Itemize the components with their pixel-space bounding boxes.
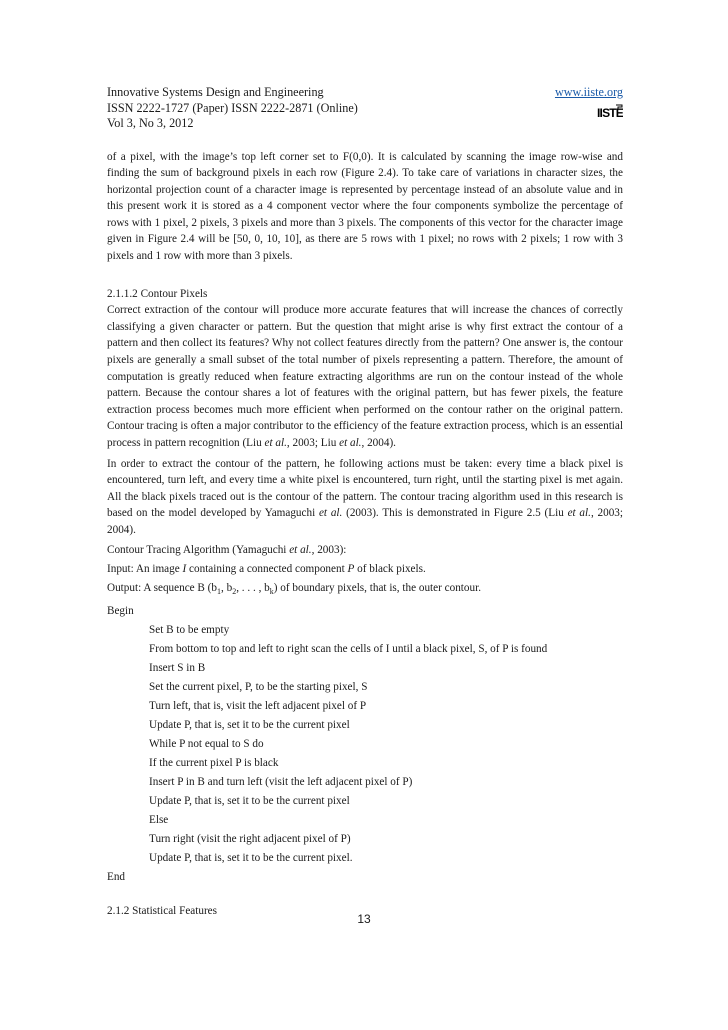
algorithm-begin: Begin [107,604,134,617]
algorithm-title: Contour Tracing Algorithm (Yamaguchi et al., 2003): [107,543,347,556]
algorithm-step: From bottom to top and left to right scan the cells of I until a black pixel, S, of P is found [149,642,548,655]
algorithm-end: End [107,870,126,883]
paragraph-projection: of a pixel, with the image’s top left corner set to F(0,0). It is calculated by scanning the image row-wise and finding the sum of background pixels in each row (Figure 2.4). To take care of variations in character sizes, the horizontal projection count of a character image is represented by percentage instead of an absolute value and in this present work it is stored as a 4 component vector where the four components symbolize the percentage of rows with 1 pixel, 2 pixels, 3 pixels and more than 3 pixels. The components of this vector for the character image given in Figure 2.4 will be [50, 0, 10, 10], as there are 5 rows with 1 pixel; no rows with 2 pixels; 1 row with 3 pixels and 1 row with more than 3 pixels. [107,150,623,263]
algorithm-step: Insert P in B and turn left (visit the left adjacent pixel of P) [149,775,413,788]
journal-title: Innovative Systems Design and Engineering [107,85,324,99]
algorithm-step: Set B to be empty [149,623,230,636]
algorithm-step: Turn right (visit the right adjacent pixel of P) [149,832,351,845]
algorithm-output: Output: A sequence B ($b_1$, $b_2$, . . . , $b_k$) of boundary pixels, that is, the outer contour. [107,581,481,596]
iiste-logo [597,103,623,121]
logo-text: IISTE [597,106,623,120]
section-heading-statistical: 2.1.2 Statistical Features [107,905,217,918]
paragraph-extract: In order to extract the contour of the pattern, he following actions must be taken: every time a black pixel is encountered, turn left, and every time a white pixel is encountered, turn right, until the starting pixel is met again. All the black pixels traced out is the contour of the pattern. The contour tracing algorithm used in this research is based on the model developed by Yamaguchi et al. (2003). This is demonstrated in Figure 2.5 (Liu et al., 2003; 2004). [107,457,624,536]
algorithm-input: Input: An image I containing a connected component P of black pixels. [107,562,426,575]
page-number: 13 [357,912,371,926]
algorithm-step: Update P, that is, set it to be the current pixel. [149,851,353,864]
section-heading-contour: 2.1.1.2 Contour Pixels [107,287,208,300]
algorithm-step: Else [149,813,169,826]
paragraph-contour: Correct extraction of the contour will produce more accurate features that will increase the chances of correctly classifying a given character or pattern. But the question that might arise is why first extract the contour of a pattern and then collect its features? Why not collect features directly from the pattern? One answer is, the contour pixels are generally a small subset of the total number of pixels representing a pattern. Therefore, the amount of computation is greatly reduced when feature extracting algorithms are run on the contour instead of the whole pattern. Because the contour shares a lot of features with the original pattern, but has fewer pixels, the feature extraction process becomes much more efficient when performed on the contour rather on the original pattern. Contour tracing is often a major contributor to the efficiency of the feature extraction process, which is an essential process in pattern recognition (Liu et al., 2003; Liu et al., 2004). [107,304,623,449]
algorithm-step: Set the current pixel, P, to be the starting pixel, S [149,680,368,693]
algorithm-step: Update P, that is, set it to be the current pixel [149,794,350,807]
algorithm-step: Insert S in B [149,661,206,674]
algorithm-step: While P not equal to S do [149,737,264,750]
algorithm-step: Update P, that is, set it to be the current pixel [149,718,350,731]
algorithm-block [107,542,623,886]
algorithm-step: If the current pixel P is black [149,756,279,769]
volume-line: Vol 3, No 3, 2012 [107,116,194,130]
algorithm-step: Turn left, that is, visit the left adjacent pixel of P [149,699,367,712]
journal-url-link[interactable]: www.iiste.org [554,85,623,99]
journal-header [107,85,623,132]
page-content [107,85,623,920]
issn-line: ISSN 2222-1727 (Paper) ISSN 2222-2871 (Online) [107,100,358,115]
